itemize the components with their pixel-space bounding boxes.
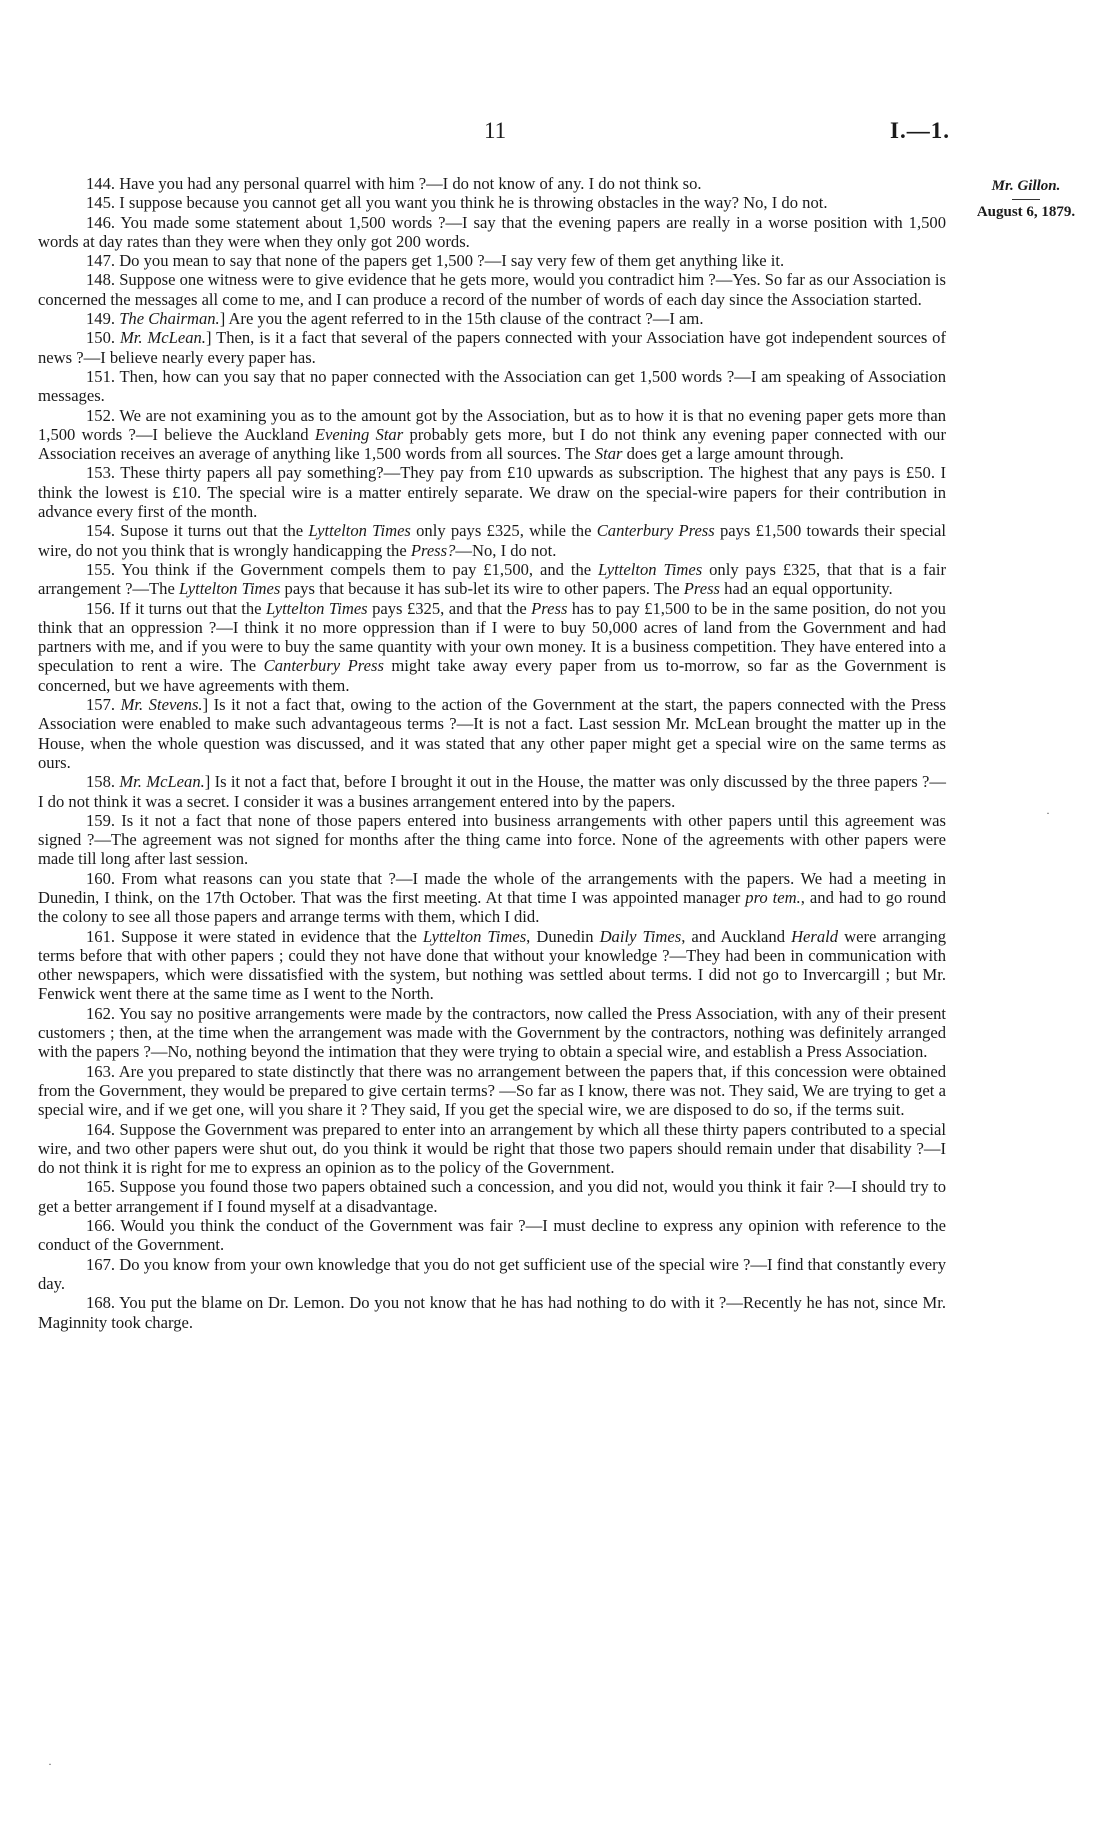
qa-paragraph <box>38 811 946 869</box>
stray-mark: · <box>48 1757 52 1771</box>
paragraph-text: 168. You put the blame on Dr. Lemon. Do you not know that he has had nothing to do with it ?—Recently he has not, since Mr. Maginnity took charge. <box>38 1293 946 1332</box>
paragraph-text: 145. I suppose because you cannot get all you want you think he is throwing obstacles in the way? No, I do not. <box>86 193 828 213</box>
document-code: I.—1. <box>890 118 950 143</box>
paragraph-text: 156. If it turns out that the <box>86 598 266 618</box>
italic-text: Evening Star <box>314 424 404 444</box>
qa-paragraph <box>38 328 946 367</box>
italic-text: Lyttelton Times <box>265 598 368 618</box>
question-answer-body <box>38 174 946 1332</box>
paragraph-text: 153. These thirty papers all pay something?—They pay from £10 upwards as subscription. The highest that any pays is £50. I think the lowest is £10. The special wire is a matter entirely separate. We draw on the special-wire papers for their contribution in advance every first of the month. <box>38 463 946 522</box>
paragraph-text: does get a large amount through. <box>622 444 844 464</box>
italic-text: Mr. McLean. <box>119 772 205 792</box>
hearing-date: August 6, 1879. <box>976 204 1076 220</box>
qa-paragraph <box>38 213 946 252</box>
italic-text: Daily Times <box>599 926 682 946</box>
paragraph-text: —No, I do not. <box>455 540 557 560</box>
stray-mark: · <box>1046 806 1050 820</box>
paragraph-text: 150. <box>86 328 120 348</box>
paragraph-text: 151. Then, how can you say that no paper connected with the Association can get 1,500 words ?—I am speaking of Association messages. <box>38 366 946 406</box>
paragraph-text: 147. Do you mean to say that none of the papers get 1,500 ?—I say very few of them get anything like it. <box>86 251 785 271</box>
paragraph-text: 167. Do you know from your own knowledge that you do not get sufficient use of the special wire ?—I find that constantly every day. <box>38 1254 946 1293</box>
paragraph-text: 159. Is it not a fact that none of those papers entered into business arrangements with other papers until this agreement was signed ?—The agreement was not signed for months after the thing came into force. None of the agreements with other papers were made till long after last session. <box>38 810 946 869</box>
qa-paragraph <box>38 772 946 811</box>
paragraph-text: 149. <box>86 309 120 329</box>
qa-paragraph <box>38 270 946 309</box>
paragraph-text: 164. Suppose the Government was prepared to enter into an arrangement by which all these thirty papers contributed to a special wire, and two other papers were shut out, do you think it would be right that those two papers should remain under that disability ?—I do not think it is right for me to express an opinion as to the policy of the Government. <box>38 1119 946 1178</box>
paragraph-text: 161. Suppose it were stated in evidence that the <box>86 926 423 946</box>
paragraph-text: 152. We are not examining you as to the amount got by the Association, but as to how it is that no evening paper gets more than 1,500 words ?—I believe the Auckland <box>38 405 946 444</box>
page-number: 11 <box>484 118 507 143</box>
qa-paragraph <box>38 869 946 927</box>
qa-paragraph <box>38 406 946 464</box>
italic-text: Canterbury Press <box>596 521 715 541</box>
qa-paragraph <box>38 251 946 270</box>
qa-paragraph <box>38 1293 946 1332</box>
qa-paragraph <box>38 367 946 406</box>
paragraph-text: ] Then, is it a fact that several of the papers connected with your Association have got independent sources of news ?—I believe nearly every paper has. <box>38 328 947 367</box>
italic-text: Lyttelton Times <box>178 579 281 599</box>
qa-paragraph <box>38 1062 946 1120</box>
qa-paragraph <box>38 1216 946 1255</box>
paragraph-text: ] Is it not a fact that, owing to the action of the Government at the start, the papers connected with the Press Association were enabled to make such advantageous terms ?—It is not a fact. Last session Mr. McLean brought the matter up in the House, when the whole question was discussed, and it was stated that any other paper might get a special wire on the same terms as ours. <box>38 695 946 772</box>
qa-paragraph <box>38 309 946 328</box>
paragraph-text: 157. <box>86 695 121 715</box>
witness-name: Mr. Gillon. <box>991 178 1061 194</box>
qa-paragraph <box>38 599 946 695</box>
paragraph-text: , and Auckland <box>681 926 792 946</box>
paragraph-text: only pays £325, that that is a fair arrangement ?—The <box>38 559 946 599</box>
paragraph-text: only pays £325, while the <box>410 521 597 541</box>
italic-text: Herald <box>791 926 839 946</box>
italic-text: The Chairman. <box>119 309 220 329</box>
paragraph-text: pays £325, and that the <box>367 598 532 618</box>
qa-paragraph <box>38 927 946 1004</box>
qa-paragraph <box>38 1004 946 1062</box>
paragraph-text: 166. Would you think the conduct of the Government was fair ?—I must decline to express any opinion with reference to the conduct of the Government. <box>38 1216 946 1255</box>
qa-paragraph <box>38 174 946 193</box>
qa-paragraph <box>38 193 946 212</box>
qa-paragraph <box>38 1177 946 1216</box>
paragraph-text: has to pay £1,500 to be in the same position, do not you think that an oppression ?—I think it no more oppression than if I were to buy 50,000 acres of land from the Government and had partners with me, and if you were to buy the same quantity with your own money. It is a business competition. They have entered into a speculation to rent a wire. The <box>38 598 946 676</box>
italic-text: Press? <box>410 540 456 560</box>
paragraph-text: 165. Suppose you found those two papers obtained such a concession, and you did not, would you think it fair ?—I should try to get a better arrangement if I found myself at a disadvantage. <box>38 1177 946 1216</box>
italic-text: Press <box>531 598 568 618</box>
paragraph-text: 148. Suppose one witness were to give evidence that he gets more, would you contradict him ?—Yes. So far as our Association is concerned the messages all come to me, and I can produce a record of the number of words of each day since the Association started. <box>38 270 946 309</box>
qa-paragraph <box>38 560 946 599</box>
paragraph-text: ] Are you the agent referred to in the 15th clause of the contract ?—I am. <box>219 309 704 329</box>
paragraph-text: were arranging terms before that with other papers ; could they not have done that without your knowledge ?—They had been in communication with other newspapers, which were dissatisfied with the system, but nothing was settled about terms. I did not go to Invercargill ; but Mr. Fenwick went there at the same time as I went to the North. <box>38 926 946 1004</box>
italic-text: Star <box>594 444 623 464</box>
paragraph-text: 154. Supose it turns out that the <box>86 521 309 541</box>
paragraph-text: , Dunedin <box>526 926 600 946</box>
paragraph-text: 158. <box>86 772 120 792</box>
paragraph-text: pays that because it has sub-let its wire to other papers. The <box>280 579 684 599</box>
italic-text: Mr. Stevens. <box>120 695 203 715</box>
paragraph-text: pays £1,500 towards their special wire, do not you think that is wrongly handicapping the <box>38 521 946 560</box>
italic-text: Press <box>683 579 721 599</box>
qa-paragraph <box>38 1255 946 1294</box>
margin-rule <box>1012 199 1040 200</box>
paragraph-text: had an equal opportunity. <box>720 579 893 599</box>
italic-text: Mr. McLean. <box>119 328 206 348</box>
paragraph-text: ] Is it not a fact that, before I brought it out in the House, the matter was only discussed by the three papers ?—I do not think it was a secret. I consider it was a busines arrangement entered into by the papers. <box>38 772 947 811</box>
italic-text: Lyttelton Times <box>598 559 703 579</box>
paragraph-text: 146. You made some statement about 1,500 words ?—I say that the evening papers are really in a worse position with 1,500 words at day rates than they were when they only got 200 words. <box>38 212 946 251</box>
italic-text: Lyttelton Times <box>308 521 411 541</box>
paragraph-text: , and had to go round the colony to see all those papers and arrange terms with them, which I did. <box>38 887 946 927</box>
paragraph-text: 162. You say no positive arrangements were made by the contractors, now called the Press Association, with any of their present customers ; then, at the time when the arrangement was made with the Government by the contractors, nothing was definitely arranged with the papers ?—No, nothing beyond the intimation that they were trying to obtain a special wire, and establish a Press Association. <box>38 1003 946 1062</box>
italic-text: Canterbury Press <box>263 656 384 676</box>
paragraph-text: might take away every paper from us to-morrow, so far as the Government is concerned, but we have agreements with them. <box>38 656 946 695</box>
qa-paragraph <box>38 463 946 521</box>
margin-note <box>962 176 1090 222</box>
qa-paragraph <box>38 521 946 560</box>
italic-text: Lyttelton Times <box>422 926 527 946</box>
qa-paragraph <box>38 1120 946 1178</box>
qa-paragraph <box>38 695 946 772</box>
paragraph-text: 144. Have you had any personal quarrel with him ?—I do not know of any. I do not think so. <box>86 174 702 193</box>
paragraph-text: 160. From what reasons can you state that ?—I made the whole of the arrangements with the papers. We had a meeting in Dunedin, I think, on the 17th October. That was the first meeting. At that time I was appointed manager <box>38 868 946 907</box>
paragraph-text: 155. You think if the Government compels them to pay £1,500, and the <box>86 559 599 579</box>
paragraph-text: probably gets more, but I do not think any evening paper connected with our Association receives an average of anything like 1,500 words from all sources. The <box>38 424 946 464</box>
italic-text: pro tem. <box>745 887 801 907</box>
paragraph-text: 163. Are you prepared to state distinctly that there was no arrangement between the papers that, if this concession were obtained from the Government, they would be prepared to give certain terms? —So far as I know, there was not. They said, We are trying to get a special wire, and if we get one, will you share it ? They said, If you get the special wire, we are disposed to do so, if the terms suit. <box>38 1061 946 1120</box>
